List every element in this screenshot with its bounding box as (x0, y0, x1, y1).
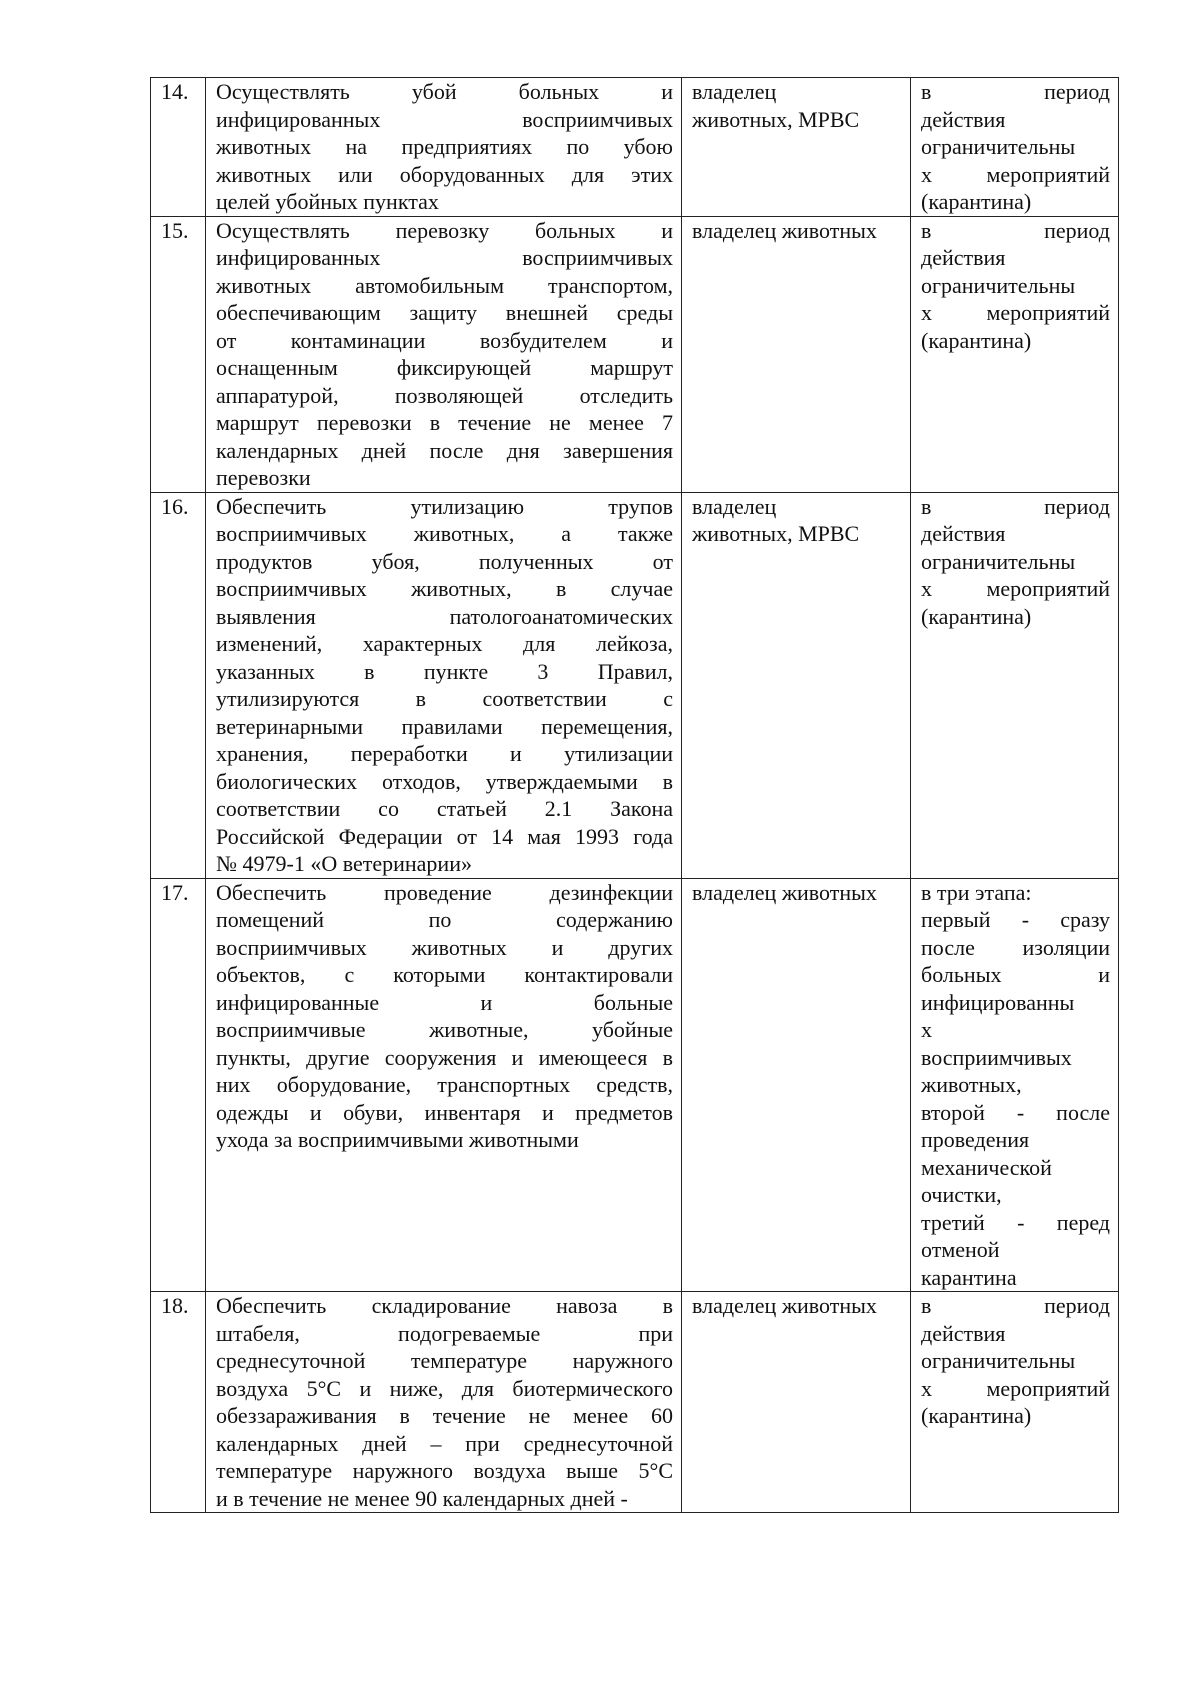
term-text-line: проведения (921, 1127, 1030, 1152)
action-text-line: животных или оборудованных для этих (216, 161, 673, 187)
action-text-line: Осуществлять перевозку больных и (216, 217, 673, 243)
term-text-line: в период (921, 79, 1110, 104)
action-text-line: целей убойных пунктах (216, 189, 439, 214)
action-text-line: оснащенным фиксирующей маршрут (216, 355, 673, 380)
action-text-line: перевозки (216, 465, 311, 490)
term-text-line: в три этапа: (921, 879, 1032, 905)
action-text-line: ухода за восприимчивыми животными (216, 1127, 579, 1152)
term-cell (911, 216, 1119, 492)
action-text-line: биологических отходов, утверждаемыми в (216, 768, 673, 794)
table-row (151, 492, 1119, 878)
action-text-line: утилизируются в соответствии с (216, 686, 673, 711)
term-text-line: первый - сразу (921, 907, 1110, 932)
action-text-line: от контаминации возбудителем и (216, 327, 673, 353)
responsible-cell (682, 216, 911, 492)
term-text-line: в период (921, 493, 1110, 519)
responsible-text-line: животных, МРВС (692, 106, 860, 132)
term-text-line: в период (921, 1293, 1110, 1318)
action-cell (206, 492, 682, 878)
action-cell (206, 216, 682, 492)
term-text-line: ограничительны (921, 134, 1076, 159)
action-text-line: календарных дней – при среднесуточной (216, 1430, 673, 1456)
term-text-line: инфицированны (921, 989, 1075, 1015)
term-text-line: х мероприятий (921, 576, 1110, 601)
action-text-line: календарных дней после дня завершения (216, 437, 673, 463)
action-text-line: Обеспечить складирование навоза в (216, 1293, 673, 1318)
row-number: 18. (151, 1292, 206, 1513)
action-text-line: маршрут перевозки в течение не менее 7 (216, 410, 673, 435)
action-text-line: Российской Федерации от 14 мая 1993 года (216, 823, 673, 849)
term-text-line: действия (921, 521, 1006, 546)
term-cell (911, 492, 1119, 878)
action-text-line: инфицированные и больные (216, 989, 673, 1015)
table-row (151, 78, 1119, 217)
action-text-line: помещений по содержанию (216, 907, 673, 932)
action-text-line: них оборудование, транспортных средств, (216, 1072, 673, 1097)
term-text-line: второй - после (921, 1099, 1110, 1125)
action-text-line: обеспечивающим защиту внешней среды (216, 300, 673, 325)
action-text-line: воздуха 5°C и ниже, для биотермического (216, 1375, 673, 1401)
action-text-line: продуктов убоя, полученных от (216, 548, 673, 574)
action-text-line: указанных в пункте 3 Правил, (216, 658, 673, 684)
table-row (151, 1292, 1119, 1513)
term-cell (911, 878, 1119, 1292)
action-text-line: температуре наружного воздуха выше 5°C (216, 1458, 673, 1483)
action-text-line: одежды и обуви, инвентаря и предметов (216, 1099, 673, 1125)
table-row (151, 216, 1119, 492)
term-text-line: х мероприятий (921, 1375, 1110, 1401)
term-cell (911, 78, 1119, 217)
responsible-cell (682, 492, 911, 878)
term-text-line: (карантина) (921, 327, 1032, 353)
responsible-text-line: владелец животных (692, 217, 877, 243)
action-text-line: изменений, характерных для лейкоза, (216, 631, 673, 656)
action-text-line: среднесуточной температуре наружного (216, 1348, 673, 1373)
action-text-line: Обеспечить утилизацию трупов (216, 493, 673, 519)
action-cell (206, 878, 682, 1292)
term-text-line: очистки, (921, 1182, 1002, 1207)
measures-table (150, 77, 1119, 1513)
term-text-line: в период (921, 217, 1110, 243)
term-cell (911, 1292, 1119, 1513)
action-text-line: и в течение не менее 90 календарных дней - (216, 1485, 628, 1511)
term-text-line: восприимчивых (921, 1044, 1072, 1070)
term-text-line: ограничительны (921, 548, 1076, 574)
term-text-line: больных и (921, 962, 1110, 987)
action-text-line: инфицированных восприимчивых (216, 106, 673, 132)
action-text-line: инфицированных восприимчивых (216, 245, 673, 270)
term-text-line: действия (921, 245, 1006, 270)
action-text-line: ветеринарными правилами перемещения, (216, 713, 673, 739)
term-text-line: (карантина) (921, 603, 1032, 629)
action-text-line: соответствии со статьей 2.1 Закона (216, 796, 673, 821)
term-text-line: после изоляции (921, 934, 1110, 960)
term-text-line: х (921, 1017, 932, 1042)
term-text-line: действия (921, 106, 1006, 132)
table-row (151, 878, 1119, 1292)
action-text-line: Обеспечить проведение дезинфекции (216, 879, 673, 905)
action-text-line: аппаратурой, позволяющей отследить (216, 382, 673, 408)
row-number: 16. (151, 492, 206, 878)
responsible-cell (682, 78, 911, 217)
term-text-line: (карантина) (921, 1403, 1032, 1428)
row-number: 14. (151, 78, 206, 217)
responsible-text-line: владелец животных (692, 879, 877, 905)
term-text-line: х мероприятий (921, 300, 1110, 325)
term-text-line: карантина (921, 1264, 1017, 1290)
action-text-line: хранения, переработки и утилизации (216, 741, 673, 766)
responsible-cell (682, 878, 911, 1292)
action-text-line: № 4979-1 «О ветеринарии» (216, 851, 472, 876)
term-text-line: животных, (921, 1072, 1022, 1097)
action-cell (206, 1292, 682, 1513)
action-text-line: штабеля, подогреваемые при (216, 1320, 673, 1346)
responsible-text-line: владелец (692, 493, 777, 519)
action-text-line: Осуществлять убой больных и (216, 79, 673, 104)
action-text-line: восприимчивые животные, убойные (216, 1017, 673, 1042)
responsible-text-line: владелец (692, 79, 777, 104)
row-number: 17. (151, 878, 206, 1292)
action-text-line: животных на предприятиях по убою (216, 134, 673, 159)
action-text-line: объектов, с которыми контактировали (216, 962, 673, 987)
term-text-line: ограничительны (921, 1348, 1076, 1373)
row-number: 15. (151, 216, 206, 492)
action-text-line: выявления патологоанатомических (216, 603, 673, 629)
action-text-line: восприимчивых животных и других (216, 934, 673, 960)
table-body (151, 78, 1119, 1513)
action-text-line: обеззараживания в течение не менее 60 (216, 1403, 673, 1428)
responsible-text-line: владелец животных (692, 1293, 877, 1318)
responsible-cell (682, 1292, 911, 1513)
action-text-line: восприимчивых животных, а также (216, 521, 673, 546)
action-text-line: восприимчивых животных, в случае (216, 576, 673, 601)
term-text-line: х мероприятий (921, 161, 1110, 187)
term-text-line: третий - перед (921, 1209, 1110, 1235)
term-text-line: отменой (921, 1237, 1000, 1262)
responsible-text-line: животных, МРВС (692, 521, 860, 546)
action-text-line: животных автомобильным транспортом, (216, 272, 673, 298)
term-text-line: действия (921, 1320, 1006, 1346)
action-text-line: пункты, другие сооружения и имеющееся в (216, 1044, 673, 1070)
term-text-line: механической (921, 1154, 1052, 1180)
action-cell (206, 78, 682, 217)
term-text-line: (карантина) (921, 189, 1032, 214)
term-text-line: ограничительны (921, 272, 1076, 298)
